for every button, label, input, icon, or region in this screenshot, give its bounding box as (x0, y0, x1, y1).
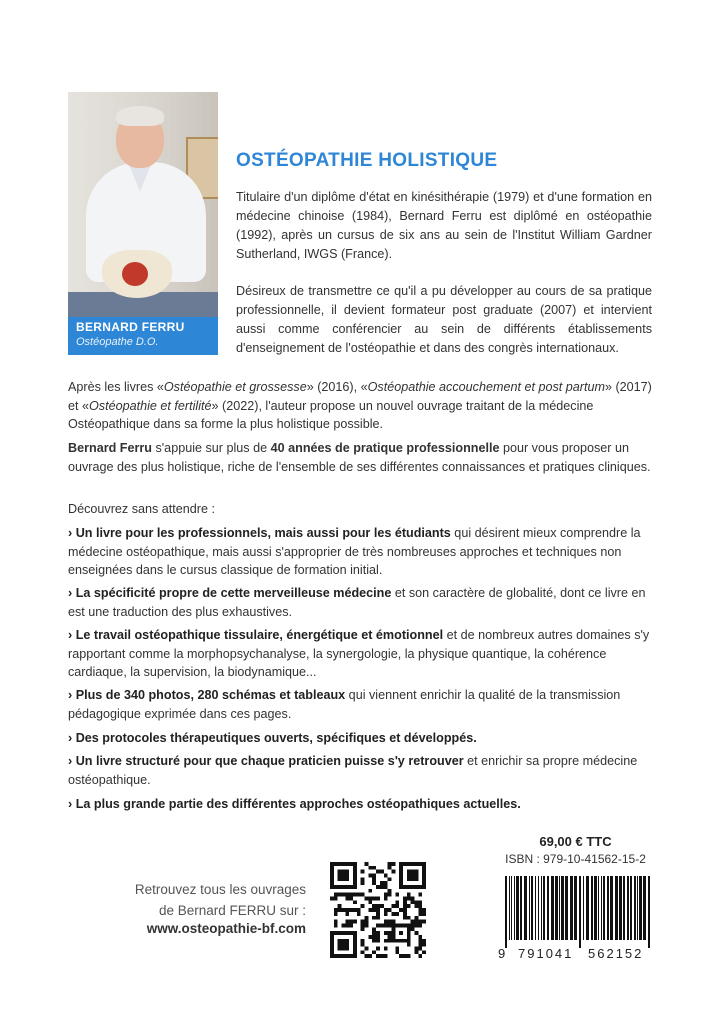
qr-code-icon[interactable] (330, 862, 426, 958)
bullet-item: › Des protocoles thérapeutiques ouverts, spécifiques et développés. (68, 731, 477, 745)
intro-paragraph-2: Désireux de transmettre ce qu'il a pu développer au cours de sa pratique professionnelle, il devient formateur post graduate (2007) et intervient aussi comme conférencier au sein de différents établissements d'enseignement de l'ostéopathie et dans des congrès internationaux. (236, 284, 652, 355)
author-photo (68, 92, 218, 317)
books-paragraph: Après les livres «Ostéopathie et grossesse» (2016), «Ostéopathie accouchement et post partum» (2017) et «Ostéopathie et fertilité» (2022), l'auteur propose un nouvel ouvrage traitant de la médecine Ostéopathique dans sa forme la plus holistique possible. (68, 380, 652, 431)
bullet-item: › Un livre pour les professionnels, mais aussi pour les étudiants qui désirent mieux comprendre la médecine ostéopathique, mais aussi s'approprier de très nombreuses approches et techniques non enseignées dans le cursus classique de formation initial. (68, 526, 641, 577)
bullet-item: › Plus de 340 photos, 280 schémas et tableaux qui viennent enrichir la qualité de la transmission pédagogique exprimée dans ces pages. (68, 688, 621, 721)
price: 69,00 € TTC (539, 834, 612, 849)
barcode-icon (503, 876, 653, 948)
page-title: OSTÉOPATHIE HOLISTIQUE (236, 150, 498, 171)
book-title-3: Ostéopathie et fertilité (89, 398, 212, 413)
website-promo: Retrouvez tous les ouvrages de Bernard FERRU sur : (134, 882, 306, 918)
author-name: BERNARD FERRU (76, 320, 185, 334)
experience-paragraph: Bernard Ferru s'appuie sur plus de 40 années de pratique professionnelle pour vous proposer un ouvrage des plus holistique, riche de l'ensemble de ses différentes connaissances et pratiques cliniques. (68, 441, 651, 474)
bullet-item: › La spécificité propre de cette merveilleuse médecine et son caractère de globalité, dont ce livre en est une traduction des plus exhaustives. (68, 586, 646, 619)
bullet-item: › La plus grande partie des différentes approches ostéopathiques actuelles. (68, 797, 521, 811)
website-link[interactable]: www.osteopathie-bf.com (146, 921, 306, 936)
author-role: Ostéopathe D.O. (76, 336, 159, 348)
book-title-1: Ostéopathie et grossesse (163, 380, 307, 394)
discover-line: Découvrez sans attendre : (68, 502, 216, 516)
book-title-2: Ostéopathie accouchement et post partum (367, 380, 605, 394)
bullet-item: › Le travail ostéopathique tissulaire, énergétique et émotionnel et de nombreux autres domaines s'y rapportant comme la morphopsychanalyse, la synergologie, la physique quantique, la cohérence cardiaque, la supervision, la biodynamique... (68, 628, 650, 679)
bullet-item: › Un livre structuré pour que chaque praticien puisse s'y retrouver et enrichir sa propre médecine ostéopathique. (68, 754, 638, 787)
intro-paragraph-1: Titulaire d'un diplôme d'état en kinésithérapie (1979) et d'une formation en médecine chinoise (1984), Bernard Ferru est diplômé en ostéopathie (1992), après un cursus de six ans au sein de l'Institut William Gardner Sutherland, IWGS (France). (236, 190, 652, 261)
isbn: ISBN : 979-10-41562-15-2 (505, 852, 646, 866)
back-cover: BERNARD FERRU Ostéopathe D.O. OSTÉOPATHIE HOLISTIQUE Titulaire d'un diplôme d'état en kinésithérapie (1979) et d'une formation en médecine chinoise (1984), Bernard Ferru est diplômé en ostéopathie (1992), après un cursus de six ans au sein de l'Institut William Gardner Sutherland, IWGS (France). Désireux de transmettre ce qu'il a pu développer au cours de sa pratique professionnelle, il devient formateur post graduate (2007) et intervient aussi comme conférencier au sein de différents établissements d'enseignement de l'ostéopathie et dans des congrès internationaux. Après les livres «Ostéopathie et grossesse» (2016), «Ostéopathie accouchement et post partum» (2017) et «Ostéopathie et fertilité» (2022), l'auteur propose un nouvel ouvrage traitant de la médecine Ostéopathique dans sa forme la plus holistique possible. Bernard Ferru s'appuie sur plus de 40 années de pratique professionnelle pour vous proposer un ouvrage des plus holistique, riche de l'ensemble de ses différentes connaissances et pratiques cliniques. Découvrez sans attendre : › Un livre pour les professionnels, mais aussi pour les étudiants qui désirent mieux comprendre la médecine ostéopathique, mais aussi s'approprier de très nombreuses approches et techniques non enseignées dans le cursus classique de formation initial. › La spécificité propre de cette merveilleuse médecine et son caractère de globalité, dont ce livre en est une traduction des plus exhaustives. › Le travail ostéopathique tissulaire, énergétique et émotionnel et de nombreux autres domaines s'y rapportant comme la morphopsychanalyse, la synergologie, la physique quantique, la cohérence cardiaque, la supervision, la biodynamique... › Plus de 340 photos, 280 schémas et tableaux qui viennent enrichir la qualité de la transmission pédagogique exprimée dans ces pages. › Des protocoles thérapeutiques ouverts, spécifiques et développés. › Un livre structuré pour que chaque praticien puisse s'y retrouver et enrichir sa propre médecine ostéopathique. › La plus grande partie des différentes approches ostéopathiques actuelles. Retrouvez tous les ouvrages de Bernard FERRU sur : www.osteopathie-bf.com 69,00 € TTC ISBN : 979-10-41562-15-2 9 791041 562152 (0, 0, 720, 1035)
